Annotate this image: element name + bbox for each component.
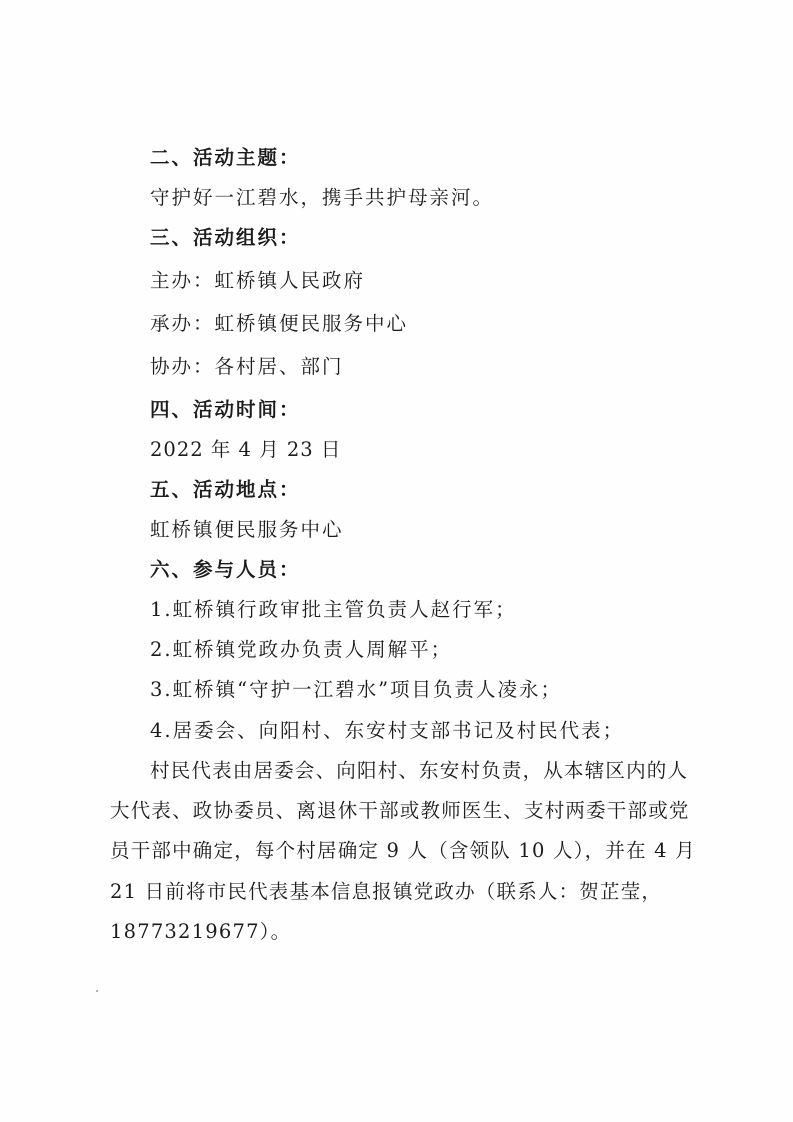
paragraph-line: 大代表、政协委员、离退休干部或教师医生、支村两委干部或党 bbox=[110, 799, 690, 822]
paragraph-line: 村民代表由居委会、向阳村、东安村负责，从本辖区内的人 bbox=[150, 759, 689, 782]
scan-speck bbox=[96, 990, 98, 992]
section-heading-participants: 六、参与人员： bbox=[150, 558, 301, 581]
participant-item: 3.虹桥镇“守护一江碧水”项目负责人凌永； bbox=[150, 678, 563, 701]
section-heading-place: 五、活动地点： bbox=[150, 478, 301, 501]
paragraph-line: 员干部中确定，每个村居确定 9 人（含领队 10 人），并在 4 月 bbox=[110, 839, 696, 862]
section-heading-theme: 二、活动主题： bbox=[150, 146, 301, 169]
section-heading-time: 四、活动时间： bbox=[150, 398, 301, 421]
paragraph-line: 18773219677）。 bbox=[110, 920, 292, 943]
participant-item: 4.居委会、向阳村、东安村支部书记及村民代表； bbox=[150, 719, 625, 742]
theme-text: 守护好一江碧水，携手共护母亲河。 bbox=[150, 186, 495, 209]
host-text: 主办：虹桥镇人民政府 bbox=[150, 269, 366, 292]
section-heading-organization: 三、活动组织： bbox=[150, 226, 301, 249]
event-date: 2022 年 4 月 23 日 bbox=[150, 438, 342, 461]
organizer-text: 承办：虹桥镇便民服务中心 bbox=[150, 312, 409, 335]
participant-item: 1.虹桥镇行政审批主管负责人赵行军； bbox=[150, 598, 517, 621]
paragraph-line: 21 日前将市民代表基本信息报镇党政办（联系人：贺芷莹， bbox=[110, 880, 663, 903]
participant-item: 2.虹桥镇党政办负责人周解平； bbox=[150, 638, 453, 661]
co-organizer-text: 协办：各村居、部门 bbox=[150, 355, 344, 378]
event-place: 虹桥镇便民服务中心 bbox=[150, 518, 344, 541]
